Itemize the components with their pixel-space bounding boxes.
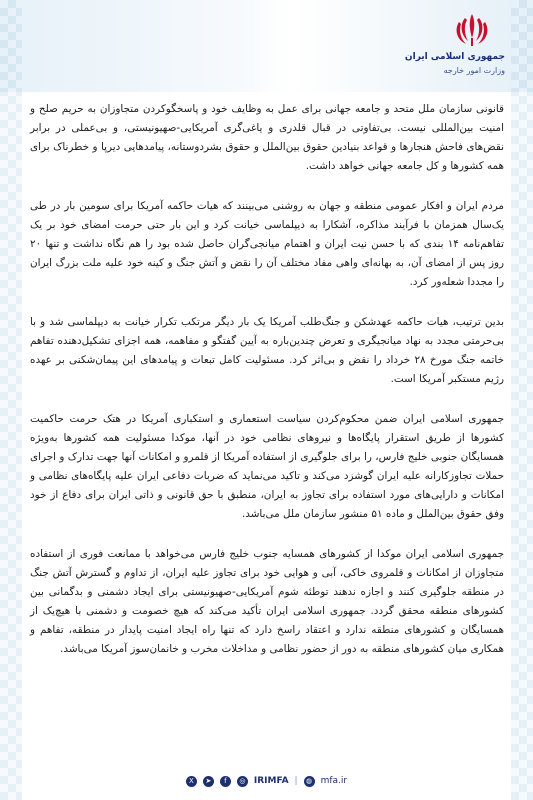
- instagram-icon[interactable]: ◎: [237, 776, 248, 787]
- paragraph: جمهوری اسلامی ایران موکدا از کشورهای همسایه جنوب خلیج فارس می‌خواهد با ممانعت فوری از استفاده متجاوزان از امکانات و قلمروی خاکی، آبی و هوایی خود برای تجاوز علیه ایران، از تداوم و گسترش آتش جنگ در منطقه جلوگیری کنند و اجازه ندهند توطئه شوم آمریکایی-صهیونیستی برای ایجاد دشمنی و بدگمانی بین کشورهای منطقه محقق گردد. جمهوری اسلامی ایران تأکید می‌کند که هیچ خصومت و دشمنی با هیچ‌یک از همسایگان و کشورهای منطقه ندارد و اعتقاد راسخ دارد که تنها راه ایجاد امنیت پایدار در منطقه، تفاهم و همکاری میان کشورهای منطقه به دور از حضور نظامی و مداخلات مخرب و خانمان‌سوز آمریکا می‌باشد.: [30, 548, 504, 655]
- facebook-icon[interactable]: f: [220, 776, 231, 787]
- telegram-icon[interactable]: ➤: [203, 776, 214, 787]
- globe-icon: ◍: [304, 776, 315, 787]
- right-border-pattern: [511, 0, 533, 800]
- paragraph: بدین ترتیب، هیات حاکمه عهدشکن و جنگ‌طلب آمریکا یک بار دیگر مرتکب تکرار خیانت به دیپلماسی شد و با بی‌حرمتی مجدد به نهاد میانجیگری و تعرض چندین‌باره به آیین گفتگو و مفاهمه، همه اجزای تشکیل‌دهنده تفاهم خاتمه جنگ مورخ ۲۸ خرداد را نقض و بی‌اثر کرد. مسئولیت کامل تبعات و پیامدهای این پیمان‌شکنی بر عهده رژیم مستکبر آمریکا است.: [30, 316, 505, 385]
- letterhead: [0, 0, 533, 92]
- divider: |: [294, 776, 298, 786]
- ministry-subtitle: وزارت امور خارجه: [443, 66, 505, 75]
- x-icon[interactable]: X: [186, 776, 197, 787]
- left-border-pattern: [0, 0, 22, 800]
- ministry-title: جمهوری اسلامی ایران: [404, 52, 505, 62]
- social-footer: [0, 762, 533, 800]
- website-link[interactable]: mfa.ir: [320, 776, 348, 786]
- ministry-brand: [404, 8, 515, 88]
- paragraph: مردم ایران و افکار عمومی منطقه و جهان به روشنی می‌بینند که هیات حاکمه آمریکا برای سومین بار در طی یک‌سال همزمان با فرآیند مذاکره، آشکارا به دیپلماسی خیانت کرد و این بار حتی حرمت امضای خود بر یک تفاهم‌نامه ۱۴ بندی که با حسن نیت ایران و اهتمام میانجی‌گران حاصل شده بود را هم نگاه نداشت و تنها ۲۰ روز پس از امضای آن، به بهانه‌ای واهی مفاد مختلف آن را نقض و آتش جنگ و کینه خود علیه ملت بزرگ ایران را مجددا شعله‌ور کرد.: [30, 200, 504, 288]
- iran-emblem-icon: [449, 8, 495, 52]
- paragraph: قانونی سازمان ملل متحد و جامعه جهانی برای عمل به وظایف خود و پاسخگوکردن متجاوزان به حریم صلح و امنیت بین‌المللی نیست. بی‌تفاوتی در قبال قلدری و یاغی‌گری آمریکایی-صهیونیستی، و بی‌عملی در برابر نقض‌های فاحش هنجارها و قواعد بنیادین حقوق بین‌الملل و حقوق بشردوستانه، پیامدهایی دیرپا و خطرناک برای همه کشورها و کل جامعه جهانی خواهد داشت.: [30, 103, 504, 172]
- paragraph: جمهوری اسلامی ایران ضمن محکوم‌کردن سیاست استعماری و استکباری آمریکا در هتک حرمت حاکمیت کشورها از طریق استقرار پایگاه‌ها و نیروهای نظامی خود در آنها، موکدا مسئولیت همه کشورها به‌ویژه همسایگان جنوبی خلیج فارس، را برای جلوگیری از استفاده آمریکا از قلمرو و امکانات آنها جهت تدارک و اجرای حملات تجاوزکارانه علیه ایران گوشزد می‌کند و تاکید می‌نماید که ضربات دفاعی ایران علیه پایگاه‌های نظامی و امکانات و دارایی‌های مورد استفاده برای تجاوز به ایران، منطبق با حق قانونی و ذاتی ایران برای دفاع از خود وفق حقوق بین‌الملل و ماده ۵۱ منشور سازمان ملل می‌باشد.: [30, 413, 504, 520]
- social-handle[interactable]: IRIMFA: [253, 776, 289, 786]
- statement-body: [30, 100, 504, 680]
